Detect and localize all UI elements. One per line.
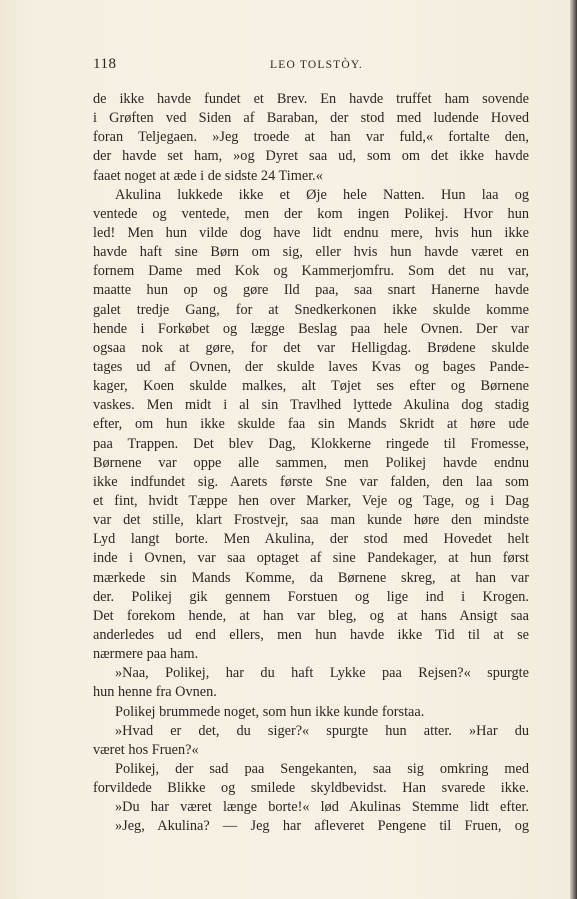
text-line: ikke indfundet sig. Aarets første Sne var falden, den laa som xyxy=(93,473,529,490)
text-line: »Hvad er det, du siger?« spurgte hun atter. »Har du xyxy=(115,722,529,739)
text-line: kager, Koen skulde malkes, alt Tøjet ses efter og Børnene xyxy=(93,378,529,395)
text-line: »Jeg, Akulina? — Jeg har afleveret Pengene til Fruen, og xyxy=(115,818,529,835)
text-line: Det forekom hende, at han var bleg, og at hans Ansigt saa xyxy=(93,607,529,624)
text-line: hende i Forkøbet og lægge Beslag paa hele Ovnen. Der var xyxy=(93,320,529,337)
text-line: der havde set ham, »og Dyret saa ud, som om det ikke havde xyxy=(93,148,529,165)
text-line: fornem Dame med Kok og Kammerjomfru. Som det nu var, xyxy=(93,263,529,280)
text-line: forvildede Blikke og smilede skyldbevidst. Han svarede ikke. xyxy=(93,780,529,797)
text-line: Børnene var oppe alle sammen, men Polikej havde endnu xyxy=(93,454,529,471)
text-line: ogsaa nok at gøre, for det var Helligdag. Brødene skulde xyxy=(93,339,529,356)
text-line: et fint, hvidt Tæppe hen over Marker, Veje og Tage, og i Dag xyxy=(93,492,529,509)
text-line: »Du har været længe borte!« lød Akulinas Stemme lidt efter. xyxy=(115,799,529,816)
text-line: de ikke havde fundet et Brev. En havde truffet ham sovende xyxy=(93,91,529,107)
text-line: Akulina lukkede ikke et Øje hele Natten. Hun laa og xyxy=(115,186,529,203)
text-line: led! Men hun vilde dog have lidt endnu mere, hvis hun ikke xyxy=(93,224,529,241)
text-line: paa Trappen. Det blev Dag, Klokkerne ringede til Fromesse, xyxy=(93,435,529,452)
text-line: Lyd langt borte. Men Akulina, der stod med Hovedet helt xyxy=(93,531,529,548)
text-line: været hos Fruen?« xyxy=(93,741,199,758)
text-line: nærmere paa ham. xyxy=(93,646,199,663)
text-line: galet tredje Gang, for at Snedkerkonen ikke skulde komme xyxy=(93,301,529,318)
text-line: hun henne fra Ovnen. xyxy=(93,684,217,701)
text-line: havde haft sine Børn om sig, eller hvis hun havde været en xyxy=(93,244,529,261)
text-line: mærkede sin Mands Komme, da Børnene skreg, at han var xyxy=(93,569,529,586)
text-line: faaet noget at æde i de sidste 24 Timer.« xyxy=(93,167,323,184)
body-text xyxy=(93,90,529,836)
text-line: maatte hun op og gøre Ild paa, saa snart Hanerne havde xyxy=(93,282,529,299)
text-line: anderledes ud end ellers, men hun havde ikke Tid til at se xyxy=(93,626,529,643)
page-header xyxy=(93,56,529,76)
text-line: der. Polikej gik gennem Forstuen og lige ind i Krogen. xyxy=(93,588,529,605)
running-head: LEO TOLSTÒY. xyxy=(270,59,363,71)
page-edge-shadow xyxy=(570,0,577,899)
text-line: inde i Ovnen, var saa optaget af sine Pandekager, at hun først xyxy=(93,550,529,567)
text-line: Polikej brummede noget, som hun ikke kunde forstaa. xyxy=(115,703,425,720)
text-line: Polikej, der sad paa Sengekanten, saa sig omkring med xyxy=(115,760,529,777)
text-line: var det stille, klart Frostvejr, saa man kunde høre den mindste xyxy=(93,512,529,529)
text-line: efter, om hun ikke skulde faa sin Mands Skridt at høre ude xyxy=(93,416,529,433)
text-line: foran Teljegaen. »Jeg troede at han var fuld,« fortalte den, xyxy=(93,129,529,146)
text-line: ventede og ventede, men der kom ingen Polikej. Hvor hun xyxy=(93,205,529,222)
text-line: »Naa, Polikej, har du haft Lykke paa Rejsen?« spurgte xyxy=(115,665,529,682)
text-line: tages ud af Ovnen, der skulde laves Kvas og bages Pande- xyxy=(93,358,529,375)
text-line: i Grøften ved Siden af Baraban, der stod med ludende Hoved xyxy=(93,110,529,127)
text-line: vaskes. Men midt i al sin Travlhed lyttede Akulina dog stadig xyxy=(93,397,529,414)
page-number: 118 xyxy=(93,56,117,72)
